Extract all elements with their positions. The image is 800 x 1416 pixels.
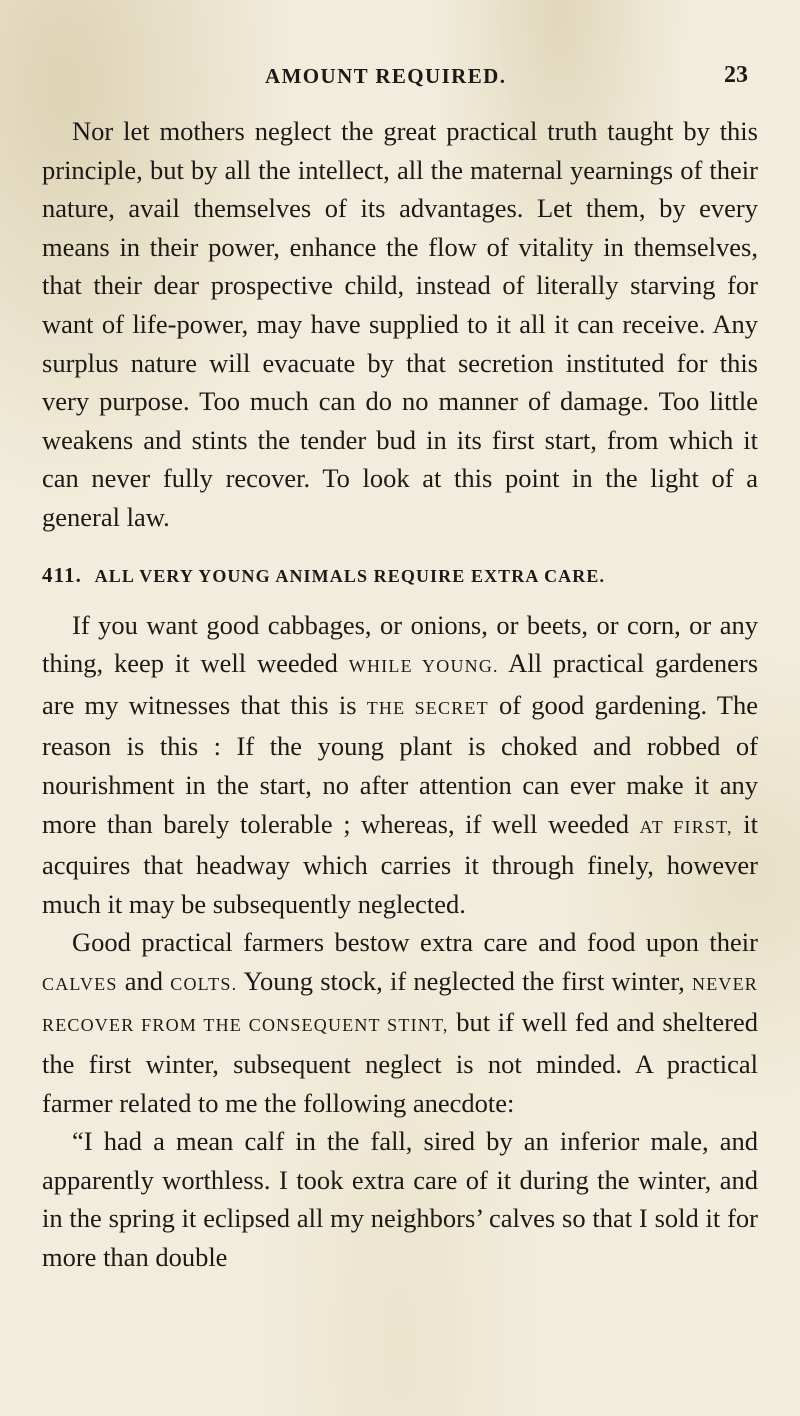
text-run: but if well fed and sheltered the first winter, subsequent neglect is not minded. A practical farmer related to me the following anecdote: <box>42 1007 759 1118</box>
small-caps-run: WHILE YOUNG. <box>348 656 499 677</box>
text-run: it acquires that headway which carries it through finely, however much it may be subsequently neglected. <box>42 808 758 919</box>
small-caps-run: AT FIRST, <box>639 816 733 837</box>
small-caps-run: NEVER RECOVER FROM THE CONSEQUENT STINT, <box>42 973 758 1036</box>
text-run: of good gardening. The reason is this : If the young plant is choked and robbed of nourishment in the start, no after attention can ever make it any more than barely tolerable ; whereas, if well weeded <box>42 689 758 839</box>
text-run: and <box>117 965 171 996</box>
small-caps-run: COLTS. <box>170 973 238 994</box>
paragraph-mothers: Nor let mothers neglect the great practical truth taught by this principle, but by all the intellect, all the maternal yearnings of their nature, avail themselves of its advantages. Let them, by every means in their power, enhance the flow of vitality in themselves, that their dear prospective child, instead of literally starving for want of life-power, may have supplied to it all it can receive. Any surplus nature will evacuate by that secretion instituted for this very purpose. Too much can do no manner of damage. Too little weakens and stints the tender bud in its first start, from which it can never fully recover. To look at this point in the light of a general law. <box>42 116 758 532</box>
running-title: AMOUNT REQUIRED. <box>265 64 507 88</box>
body-text <box>42 112 758 1277</box>
text-run: Good practical farmers bestow extra care and food upon their <box>72 927 758 958</box>
text-run: Young stock, if neglected the first winter, <box>237 965 692 996</box>
paragraph-farmers <box>42 923 758 1122</box>
text-run: All practical gardeners are my witnesses that this is <box>42 648 759 720</box>
page-number: 23 <box>724 62 748 88</box>
small-caps-run: CALVES <box>42 973 118 994</box>
section-heading <box>42 563 758 588</box>
text-run: If you want good cabbages, or onions, or beets, or corn, or any thing, keep it well weeded <box>42 609 758 679</box>
running-head <box>0 62 800 102</box>
small-caps-run: THE SECRET <box>366 697 489 718</box>
section-number: 411. <box>42 562 82 587</box>
section-title: ALL VERY YOUNG ANIMALS REQUIRE EXTRA CARE. <box>94 565 606 586</box>
paragraph-gardening <box>42 606 758 924</box>
paragraph-anecdote: “I had a mean calf in the fall, sired by an inferior male, and apparently worthless. I took extra care of it during the winter, and in the spring it eclipsed all my neighbors’ calves so that I sold it for more than double <box>42 1126 758 1273</box>
